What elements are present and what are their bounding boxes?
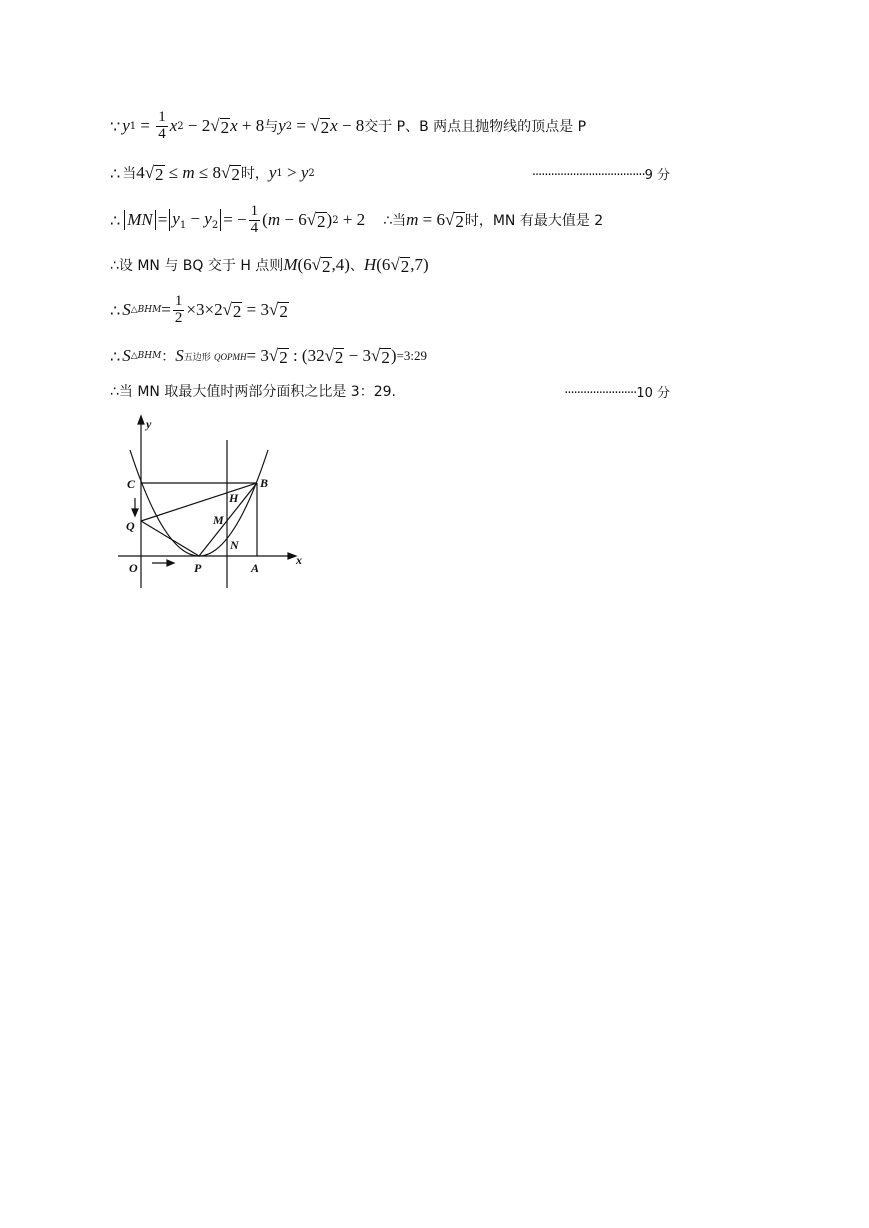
text-max: 时，MN 有最大值是 2	[464, 213, 604, 229]
text-shi: 时，	[240, 166, 269, 182]
text-dang: ∴当	[383, 213, 407, 229]
therefore-symbol: ∴	[110, 346, 121, 366]
label-n: N	[230, 538, 239, 552]
pentagon-label: 五边形	[183, 352, 211, 363]
text-dang: 当	[122, 166, 137, 182]
line-5: ∴ S △BHM = $\frac{1}{2}$ ×3×2 √ 2 = 3 √ 2	[110, 292, 288, 326]
line-7	[110, 371, 670, 411]
text-yu: 与	[264, 119, 279, 135]
therefore-symbol: ∴	[110, 300, 121, 320]
because-symbol: ∵	[110, 116, 121, 136]
segment-qp	[141, 521, 199, 556]
text-conclusion: ∴当 MN 取最大值时两部分面积之比是 3：29.	[110, 384, 396, 400]
label-y: y	[146, 417, 152, 431]
pentagon-sub: QOPMH	[214, 351, 247, 362]
label-b: B	[260, 476, 269, 490]
label-o: O	[129, 561, 138, 575]
arrow-down-head	[132, 509, 138, 516]
segment-qb	[141, 483, 257, 521]
label-c: C	[127, 477, 136, 491]
label-m: M	[213, 513, 224, 527]
therefore-symbol: ∴	[110, 163, 121, 183]
therefore-symbol: ∴	[110, 210, 121, 230]
x-axis-arrow	[288, 553, 296, 559]
line-1: ∵ y 1 = $\frac{1}{4}$ x 2 − 2 √ 2 x + 8 与 y 2 = √ 2 x − 8 交于 P、B 两点且抛物线的顶点是 P	[110, 108, 587, 142]
line-4: ∴设 MN 与 BQ 交于 H 点则 M (6 √ 2 ,4) 、 H (6 √ 2 ,7)	[110, 255, 429, 276]
parabola-curve	[130, 450, 268, 556]
label-h: H	[229, 491, 239, 505]
separator: 、	[349, 258, 364, 274]
y-axis-arrow	[138, 416, 144, 424]
arrow-right-head	[167, 560, 174, 566]
segment-pb	[199, 483, 257, 556]
label-a: A	[251, 561, 260, 575]
fraction: $\frac{1}{4}$	[158, 108, 166, 142]
line-3: ∴ MN = $y_1 - y_2$ = − $\frac{1}{4}$ ( m − 6 √ 2 ) 2 + 2 ∴当 m = 6 √ 2 时，MN 有最大值是 2	[110, 202, 604, 236]
label-p: P	[194, 561, 202, 575]
parabola-figure	[112, 412, 312, 590]
line-6: ∴ S △BHM ： S 五边形 QOPMH = 3 √ 2 : (32 √ 2 − 3 √ 2 ) =3:29	[110, 346, 427, 367]
label-q: Q	[126, 519, 135, 533]
colon: ：	[161, 349, 176, 365]
score-9: ····································9 分	[531, 167, 670, 183]
score-10: ·······················10 分	[564, 385, 670, 401]
label-x: x	[296, 553, 302, 567]
text-set: ∴设 MN 与 BQ 交于 H 点则	[110, 258, 284, 274]
ratio-result: =3:29	[396, 348, 427, 363]
line-2: ∴ 当 4 √ 2 ≤ m ≤ 8 √ 2 时， y 1 > y 2 ····································9 分	[110, 163, 670, 184]
text-intersect: 交于 P、B 两点且抛物线的顶点是 P	[364, 119, 587, 135]
